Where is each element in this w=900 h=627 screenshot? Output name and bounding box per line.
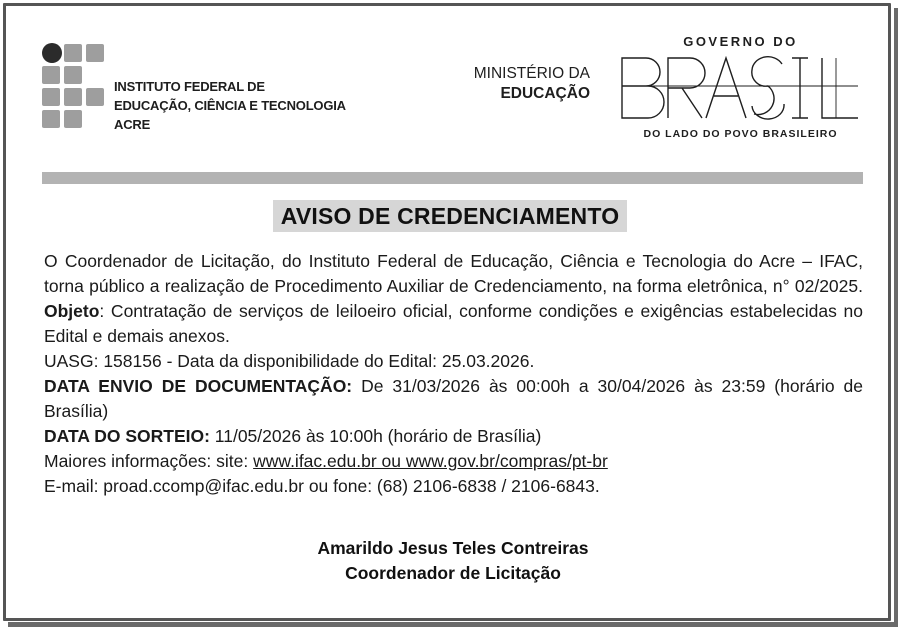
uasg-line: UASG: 158156 - Data da disponibilidade do Edital: 25.03.2026. bbox=[44, 351, 535, 371]
ifac-logo bbox=[42, 43, 362, 133]
notice-body bbox=[44, 249, 863, 499]
submission-text: De 31/03/2026 às 00:00h a 30/04/2026 às 23:59 (horário de Brasília) bbox=[44, 376, 863, 421]
draw-line bbox=[44, 424, 863, 449]
government-tagline: DO LADO DO POVO BRASILEIRO bbox=[643, 128, 838, 140]
ministry-line2: EDUCAÇÃO bbox=[500, 85, 590, 102]
object-label: Objeto bbox=[44, 301, 100, 321]
government-top: GOVERNO DO bbox=[683, 34, 798, 49]
object-text: : Contratação de serviços de leiloeiro oficial, conforme condições e exigências estabelecidas no Edital e demais anexos. bbox=[44, 301, 863, 346]
submission-label: DATA ENVIO DE DOCUMENTAÇÃO: bbox=[44, 376, 353, 396]
info-link[interactable]: www.ifac.edu.br ou www.gov.br/compras/pt-br bbox=[253, 451, 608, 471]
ifac-logo-mark bbox=[42, 43, 112, 133]
info-line bbox=[44, 449, 863, 474]
submission-paragraph bbox=[44, 374, 863, 424]
notice-intro-paragraph bbox=[44, 249, 863, 349]
ifac-name bbox=[114, 77, 346, 134]
signature-block bbox=[0, 536, 900, 586]
ifac-name-line1: INSTITUTO FEDERAL DE bbox=[114, 79, 265, 94]
header-divider bbox=[42, 172, 863, 184]
notice-intro: O Coordenador de Licitação, do Instituto Federal de Educação, Ciência e Tecnologia do Acre – IFAC, torna público a realização de Procedimento Auxiliar de Credenciamento, na forma eletrônica, n° 02/2025. bbox=[44, 251, 863, 296]
government-logo bbox=[618, 32, 863, 144]
ifac-name-line2: EDUCAÇÃO, CIÊNCIA E TECNOLOGIA bbox=[114, 98, 346, 113]
contact-line: E-mail: proad.ccomp@ifac.edu.br ou fone: (68) 2106-6838 / 2106-6843. bbox=[44, 476, 600, 496]
brasil-wordmark-graphic bbox=[620, 56, 860, 120]
signatory-role: Coordenador de Licitação bbox=[345, 563, 561, 583]
signatory-name: Amarildo Jesus Teles Contreiras bbox=[317, 538, 589, 558]
logo-circle bbox=[42, 43, 62, 63]
ifac-name-line3: ACRE bbox=[114, 117, 151, 132]
draw-label: DATA DO SORTEIO: bbox=[44, 426, 210, 446]
ministry-line1: MINISTÉRIO DA bbox=[473, 65, 590, 82]
ministry-logo bbox=[445, 64, 590, 104]
info-label: Maiores informações: site: bbox=[44, 451, 249, 471]
notice-title: AVISO DE CREDENCIAMENTO bbox=[273, 200, 628, 232]
draw-text: 11/05/2026 às 10:00h (horário de Brasília) bbox=[214, 426, 542, 446]
